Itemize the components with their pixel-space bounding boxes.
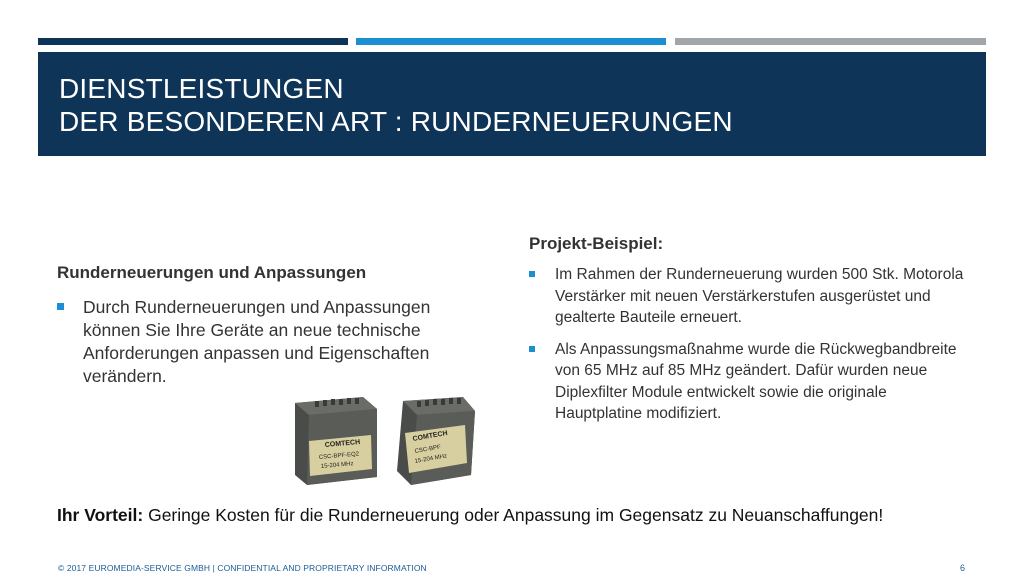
accent-stripe-gray — [675, 38, 986, 45]
right-bullet-item — [529, 264, 969, 329]
advantage-text: Geringe Kosten für die Runderneuerung oder Anpassung im Gegensatz zu Neuanschaffungen! — [143, 505, 884, 525]
left-bullet-list — [57, 296, 477, 388]
advantage-label: Ihr Vorteil: — [57, 505, 144, 525]
page-number: 6 — [960, 563, 966, 573]
accent-stripe-blue — [356, 38, 666, 45]
right-bullet-text: Im Rahmen der Runderneuerung wurden 500 Stk. Motorola Verstärker mit neuen Verstärkerstufen ausgerüstet und gealterte Bauteile erneuert. — [555, 266, 964, 326]
module1-model: CSC-BPF-EQ2 — [318, 451, 360, 461]
module2-range: 15-204 MHz — [414, 453, 448, 465]
product-photo — [285, 393, 480, 488]
right-bullet-item — [529, 339, 969, 425]
bullet-square-icon — [529, 271, 535, 277]
module2-model: CSC-BPF — [414, 444, 442, 455]
module1-range: 15-204 MHz — [320, 461, 354, 470]
filter-module-2 — [397, 397, 475, 485]
advantage-line — [57, 505, 883, 526]
title-banner — [38, 52, 986, 156]
footer-copyright: © 2017 EUROMEDIA-SERVICE GMBH | CONFIDENTIAL AND PROPRIETARY INFORMATION — [58, 563, 427, 573]
right-heading: Projekt-Beispiel: — [529, 234, 664, 253]
bullet-square-icon — [57, 303, 64, 310]
right-bullet-list — [529, 264, 969, 435]
bullet-square-icon — [529, 346, 535, 352]
slide-title — [59, 72, 733, 138]
left-bullet-item — [57, 296, 477, 388]
left-bullet-text: Durch Runderneuerungen und Anpassungen können Sie Ihre Geräte an neue technische Anforderungen anpassen und Eigenschaften verändern. — [83, 297, 431, 386]
filter-module-1 — [295, 397, 377, 485]
right-bullet-text: Als Anpassungsmaßnahme wurde die Rückwegbandbreite von 65 MHz auf 85 MHz geändert. Dafür wurden neue Diplexfilter Module entwickelt sowie die originale Hauptplatine modifiziert. — [555, 340, 957, 422]
module1-brand: COMTECH — [324, 438, 361, 449]
title-line-1: DIENSTLEISTUNGEN — [59, 73, 344, 104]
accent-stripe-navy — [38, 38, 348, 45]
left-heading: Runderneuerungen und Anpassungen — [57, 263, 367, 282]
module2-brand: COMTECH — [412, 429, 449, 443]
title-line-2: DER BESONDEREN ART : RUNDERNEUERUNGEN — [59, 106, 733, 137]
